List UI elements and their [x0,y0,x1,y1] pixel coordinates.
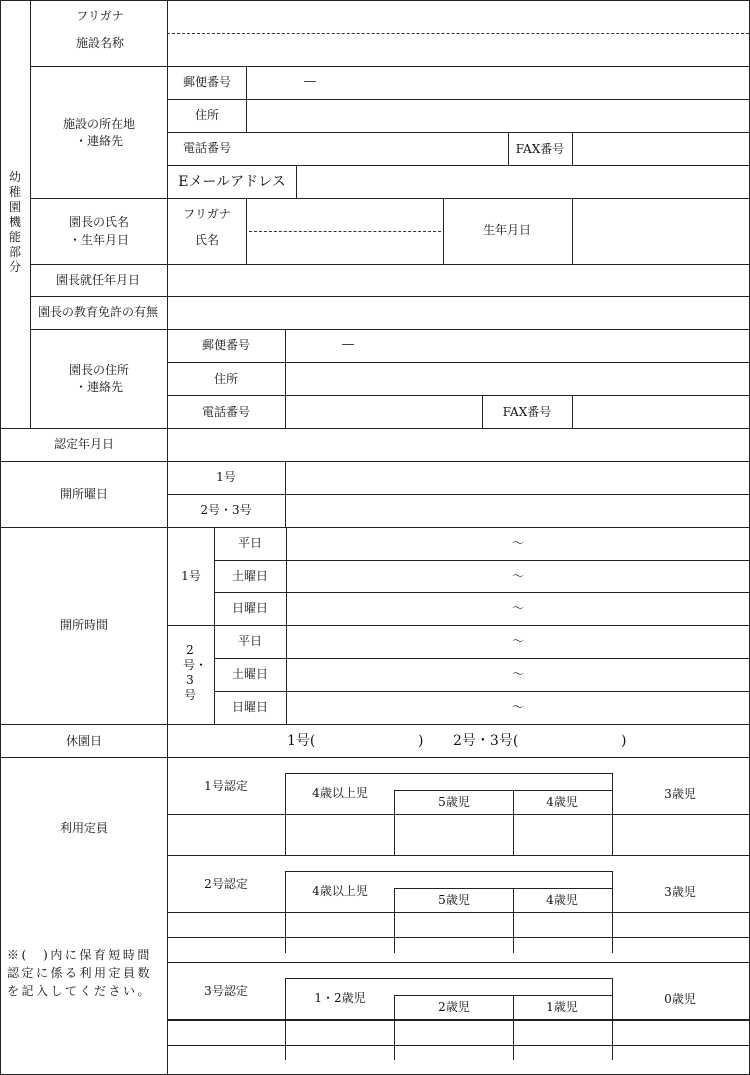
hours-range-tilde-2: ～ [511,569,525,583]
grid-line [30,198,749,199]
grid-line [513,995,514,1060]
grid-line [394,790,395,855]
principal-postal-dash: ― [342,337,354,351]
grid-line [0,757,749,758]
grid-line [167,814,749,815]
hours-day-saturday-1: 土曜日 [231,569,269,583]
holidays-type2-3-open: 2号・3号( [453,733,519,749]
capacity-cert3-sub2: 1歳児 [546,1000,578,1014]
holidays-type1-open: 1号( [287,733,316,749]
grid-line [214,691,749,692]
grid-line [572,198,573,264]
grid-line [30,329,749,330]
facility-furigana-label: フリガナ [76,9,124,23]
grid-line [167,912,749,913]
hours-day-weekday-2: 平日 [237,634,263,648]
grid-line [167,99,749,100]
hours-range-tilde-5: ～ [511,667,525,681]
principal-address-label: 園長の住所 [68,363,130,377]
grid-line [246,198,247,264]
hours-day-sunday-1: 日曜日 [231,601,269,615]
principal-postal-label: 郵便番号 [201,338,251,352]
furigana-dashed-line [249,231,441,232]
capacity-cert3-sub1: 2歳児 [438,1000,470,1014]
grid-line [167,1020,749,1021]
principal-phone-label: 電話番号 [201,405,251,419]
facility-fax-label: FAX番号 [515,142,565,156]
capacity-cert1-group: 4歳以上児 [312,786,368,800]
grid-line [167,625,749,626]
grid-line [572,132,573,165]
grid-line [285,773,612,774]
hours-range-tilde-1: ～ [511,536,525,550]
grid-line [394,995,612,996]
capacity-note: ※( )内に保育短時間認定に係る利用定員数を記入してください。 [7,948,153,998]
grid-line [513,888,514,953]
grid-line [167,962,749,963]
grid-line [167,494,749,495]
furigana-dashed-line [167,33,749,34]
grid-line [0,461,749,462]
grid-line [285,871,612,872]
opening-hours-label: 開所時間 [59,618,109,632]
hours-group-type1: 1号 [181,569,201,583]
holidays-type1-close: ) [418,733,424,749]
grid-line [513,790,514,855]
grid-line [30,66,749,67]
grid-line [167,855,749,856]
open-days-type1: 1号 [216,470,236,484]
grid-line [508,132,509,165]
grid-line [0,428,749,429]
facility-contact-label: ・連絡先 [74,134,124,148]
grid-line [394,790,612,791]
capacity-cert1-sub1: 5歳児 [438,795,470,809]
grid-line [167,165,749,166]
open-days-type2-3: 2号・3号 [200,503,252,517]
certification-date-label: 認定年月日 [53,437,115,451]
capacity-cert1-label: 1号認定 [204,779,248,793]
capacity-cert1-other: 3歳児 [664,787,696,801]
grid-line [167,395,749,396]
grid-line [30,296,749,297]
hours-group-type2-3: 2号・3号 [183,643,208,702]
holidays-type2-3-close: ) [621,733,627,749]
hours-day-sunday-2: 日曜日 [231,700,269,714]
capacity-cert2-label: 2号認定 [204,877,248,891]
grid-line [394,888,612,889]
grid-line [482,395,483,428]
border-top [0,0,750,1]
grid-line [0,527,749,528]
capacity-cert2-other: 3歳児 [664,885,696,899]
grid-line [214,658,749,659]
grid-line [167,1045,749,1046]
facility-address-label: 住所 [194,108,220,122]
hours-day-weekday-1: 平日 [237,536,263,550]
principal-name-field-label: 氏名 [194,233,220,247]
capacity-cert2-sub1: 5歳児 [438,893,470,907]
hours-range-tilde-6: ～ [511,700,525,714]
principal-birthdate-suffix: ・生年月日 [68,233,130,247]
hours-range-tilde-3: ～ [511,601,525,615]
capacity-cert1-sub2: 4歳児 [546,795,578,809]
principal-fax-label: FAX番号 [502,405,552,419]
facility-postal-dash: ― [304,74,316,88]
facility-postal-label: 郵便番号 [182,75,232,89]
facility-email-label: Eメールアドレス [178,174,286,190]
grid-line [285,329,286,428]
grid-line [443,198,444,264]
capacity-cert3-group: 1・2歳児 [314,991,366,1005]
grid-line [285,978,612,979]
hours-day-saturday-2: 土曜日 [231,667,269,681]
capacity-label: 利用定員 [59,821,109,835]
capacity-cert3-other: 0歳児 [664,992,696,1006]
principal-furigana-label: フリガナ [183,207,231,221]
grid-line [296,165,297,198]
capacity-cert3-label: 3号認定 [204,984,248,998]
grid-line [394,888,395,953]
grid-line [0,724,749,725]
facility-location-label: 施設の所在地 [62,117,136,131]
grid-line [572,395,573,428]
grid-line [30,0,31,428]
facility-phone-label: 電話番号 [182,141,232,155]
grid-line [30,264,749,265]
open-days-label: 開所曜日 [59,487,109,501]
capacity-cert2-sub2: 4歳児 [546,893,578,907]
principal-appointment-label: 園長就任年月日 [55,273,141,287]
facility-name-label: 施設名称 [75,36,125,50]
principal-birthdate-label: 生年月日 [482,223,532,237]
principal-license-label: 園長の教育免許の有無 [37,305,159,319]
grid-line [214,560,749,561]
principal-address-field-label: 住所 [213,372,239,386]
grid-line [214,592,749,593]
grid-line [167,132,749,133]
grid-line [167,362,749,363]
section-label: 幼稚園機能部分 [8,170,21,274]
grid-line [167,0,168,1075]
grid-line [394,995,395,1060]
hours-range-tilde-4: ～ [511,634,525,648]
principal-contact-label: ・連絡先 [74,380,124,394]
principal-name-label: 園長の氏名 [68,215,130,229]
holidays-label: 休園日 [65,734,103,748]
capacity-cert2-group: 4歳以上児 [312,884,368,898]
border-left [0,0,1,1075]
grid-line [167,937,749,938]
